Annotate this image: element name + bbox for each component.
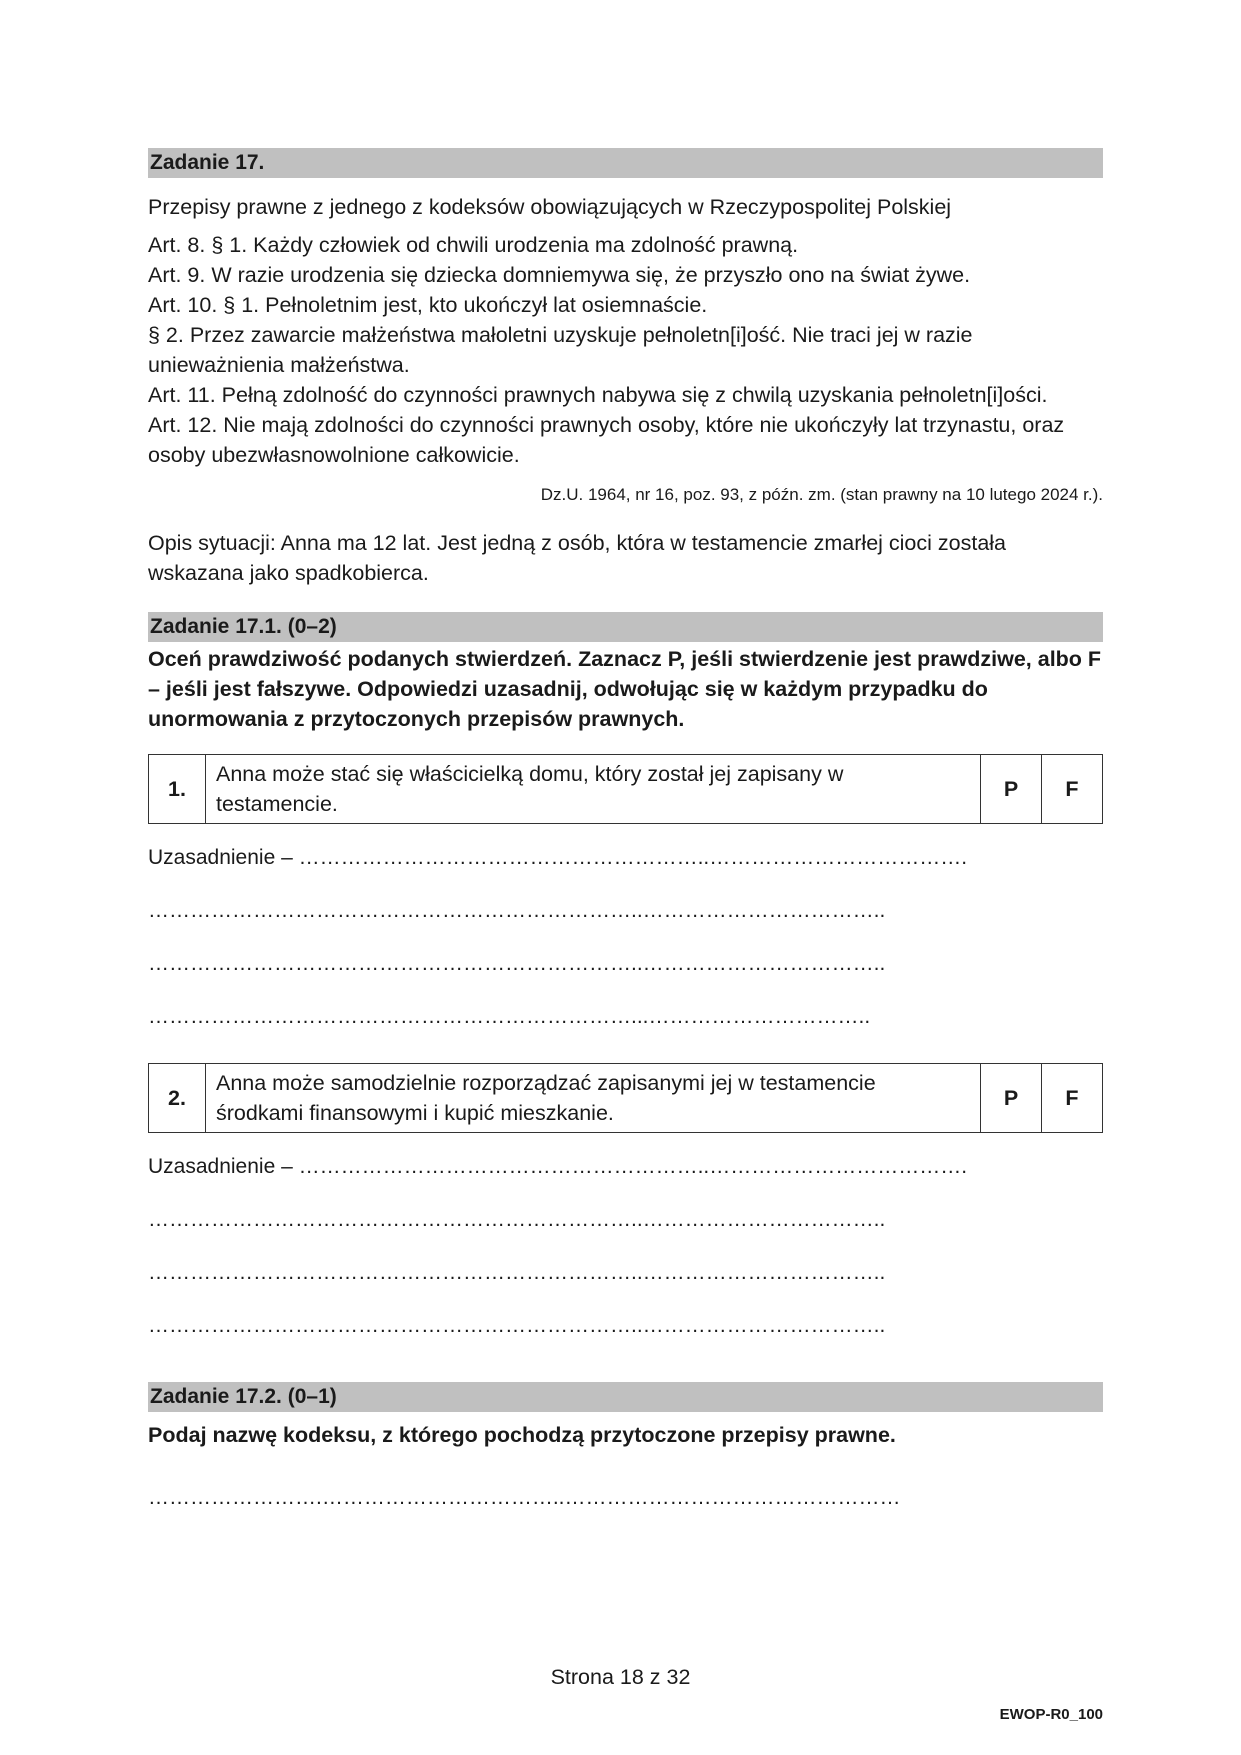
- situation-description: Opis sytuacji: Anna ma 12 lat. Jest jedną z osób, która w testamencie zmarłej cioci została wskazana jako spadkobierca.: [148, 531, 1007, 585]
- statement-number: 2.: [149, 1064, 206, 1133]
- statement-row: [149, 1064, 1103, 1133]
- task-title: Zadanie 17.: [148, 148, 1103, 178]
- subtask-2-title: Zadanie 17.2. (0–1): [148, 1382, 1103, 1412]
- answer-line[interactable]: ……………………………………………………………..……………………………..: [148, 1314, 886, 1337]
- statement-table-2: [148, 1063, 1103, 1133]
- statement-table-1: [148, 754, 1103, 824]
- answer-line[interactable]: ……………………………………………………………..……………………………..: [148, 952, 886, 975]
- answer-line[interactable]: ……………………………………………………………..……………………………..: [148, 899, 886, 922]
- answer-line[interactable]: ……………………………………………………………...…………………………..: [148, 1005, 871, 1028]
- statement-row: [149, 755, 1103, 824]
- false-option[interactable]: F: [1042, 755, 1103, 824]
- justification-1[interactable]: [148, 846, 1103, 1029]
- statement-text: Anna może stać się właścicielką domu, który został jej zapisany w testamencie.: [206, 755, 981, 824]
- task-intro: Przepisy prawne z jednego z kodeksów obowiązujących w Rzeczypospolitej Polskiej: [148, 195, 952, 219]
- justification-label: Uzasadnienie –: [148, 1155, 293, 1178]
- page-number: Strona 18 z 32: [550, 1665, 691, 1689]
- subtask-1-title: Zadanie 17.1. (0–2): [148, 612, 1103, 642]
- true-option[interactable]: P: [981, 1064, 1042, 1133]
- answer-line[interactable]: ……………………………………………………………..……………………………..: [148, 1261, 886, 1284]
- true-option[interactable]: P: [981, 755, 1042, 824]
- article-8: Art. 8. § 1. Każdy człowiek od chwili urodzenia ma zdolność prawną.: [148, 233, 799, 257]
- subtask-2-instruction: Podaj nazwę kodeksu, z którego pochodzą przytoczone przepisy prawne.: [148, 1423, 896, 1447]
- justification-2[interactable]: [148, 1155, 1103, 1338]
- answer-line[interactable]: …………………….……………………………..…………………………………………: [148, 1486, 901, 1509]
- justification-line[interactable]: Uzasadnienie – …………………………………………………..……………………………….: [148, 1155, 968, 1178]
- exam-code: EWOP-R0_100: [999, 1706, 1103, 1723]
- false-option[interactable]: F: [1042, 1064, 1103, 1133]
- answer-line[interactable]: ……………………………………………………………..……………………………..: [148, 1208, 886, 1231]
- justification-line[interactable]: Uzasadnienie – …………………………………………………..……………………………….: [148, 846, 968, 869]
- article-9: Art. 9. W razie urodzenia się dziecka domniemywa się, że przyszło ono na świat żywe.: [148, 263, 971, 287]
- justification-label: Uzasadnienie –: [148, 846, 293, 869]
- exam-page: [148, 148, 1103, 1510]
- statement-text: Anna może samodzielnie rozporządzać zapisanymi jej w testamencie środkami finansowymi i kupić mieszkanie.: [206, 1064, 981, 1133]
- article-10-1: Art. 10. § 1. Pełnoletnim jest, kto ukończył lat osiemnaście.: [148, 293, 708, 317]
- legal-source: Dz.U. 1964, nr 16, poz. 93, z późn. zm. (stan prawny na 10 lutego 2024 r.).: [540, 485, 1103, 504]
- article-10-2: § 2. Przez zawarcie małżeństwa małoletni uzyskuje pełnoletn[i]ość. Nie traci jej w razie unieważnienia małżeństwa.: [148, 323, 973, 377]
- articles-list: [148, 230, 1103, 470]
- article-11: Art. 11. Pełną zdolność do czynności prawnych nabywa się z chwilą uzyskania pełnoletn[i]ości.: [148, 383, 1048, 407]
- statement-number: 1.: [149, 755, 206, 824]
- article-12: Art. 12. Nie mają zdolności do czynności prawnych osoby, które nie ukończyły lat trzynastu, oraz osoby ubezwłasnowolnione całkowicie.: [148, 413, 1065, 467]
- subtask-1-instruction: Oceń prawdziwość podanych stwierdzeń. Zaznacz P, jeśli stwierdzenie jest prawdziwe, albo F – jeśli jest fałszywe. Odpowiedzi uzasadnij, odwołując się w każdym przypadku do unormowania z przytoczonych przepisów prawnych.: [148, 647, 1102, 731]
